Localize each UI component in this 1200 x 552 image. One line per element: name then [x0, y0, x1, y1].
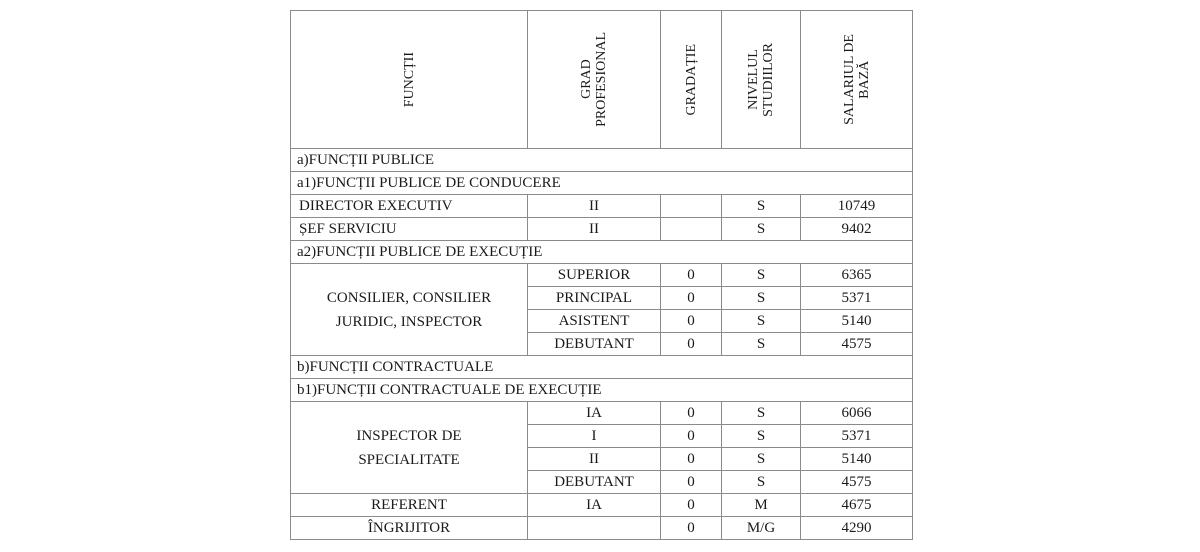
cell-salariu: 4290	[801, 517, 913, 540]
table-row	[291, 195, 913, 218]
section-row	[291, 241, 913, 264]
cell-gradatie: 0	[661, 448, 722, 471]
section-row	[291, 356, 913, 379]
header-row	[291, 11, 913, 149]
header-nivelul-studiilor: NIVELUL STUDIILOR	[722, 11, 801, 149]
header-salariul-de-baza: SALARIUL DE BAZĂ	[801, 11, 913, 149]
cell-gradatie: 0	[661, 494, 722, 517]
cell-grad: DEBUTANT	[528, 471, 661, 494]
cell-functie: ÎNGRIJITOR	[291, 517, 528, 540]
cell-salariu: 5140	[801, 448, 913, 471]
table-row	[291, 264, 913, 287]
cell-studii: S	[722, 218, 801, 241]
header-gradatie: GRADAȚIE	[661, 11, 722, 149]
cell-studii: S	[722, 448, 801, 471]
section-functii-contractuale-executie: b1)FUNCȚII CONTRACTUALE DE EXECUȚIE	[291, 379, 913, 402]
cell-gradatie	[661, 218, 722, 241]
cell-grad: ASISTENT	[528, 310, 661, 333]
header-grad-profesional: GRAD PROFESIONAL	[528, 11, 661, 149]
cell-gradatie: 0	[661, 402, 722, 425]
header-functii: FUNCȚII	[291, 11, 528, 149]
table-row	[291, 517, 913, 540]
cell-gradatie	[661, 195, 722, 218]
cell-salariu: 6066	[801, 402, 913, 425]
cell-gradatie: 0	[661, 333, 722, 356]
cell-studii: S	[722, 287, 801, 310]
cell-studii: S	[722, 264, 801, 287]
cell-grad: II	[528, 195, 661, 218]
cell-studii: S	[722, 402, 801, 425]
cell-salariu: 9402	[801, 218, 913, 241]
cell-studii: S	[722, 310, 801, 333]
section-row	[291, 149, 913, 172]
cell-salariu: 5140	[801, 310, 913, 333]
cell-salariu: 4575	[801, 471, 913, 494]
cell-salariu: 10749	[801, 195, 913, 218]
cell-grad: PRINCIPAL	[528, 287, 661, 310]
table-row	[291, 218, 913, 241]
cell-gradatie: 0	[661, 287, 722, 310]
cell-grad: IA	[528, 402, 661, 425]
cell-grad: SUPERIOR	[528, 264, 661, 287]
cell-gradatie: 0	[661, 517, 722, 540]
cell-studii: M/G	[722, 517, 801, 540]
cell-functie-group: CONSILIER, CONSILIER JURIDIC, INSPECTOR	[291, 264, 528, 356]
cell-salariu: 4675	[801, 494, 913, 517]
section-row	[291, 172, 913, 195]
section-functii-publice-conducere: a1)FUNCȚII PUBLICE DE CONDUCERE	[291, 172, 913, 195]
cell-salariu: 5371	[801, 287, 913, 310]
cell-studii: S	[722, 471, 801, 494]
cell-grad: IA	[528, 494, 661, 517]
cell-studii: S	[722, 333, 801, 356]
cell-gradatie: 0	[661, 264, 722, 287]
cell-grad	[528, 517, 661, 540]
table-row	[291, 402, 913, 425]
cell-functie: REFERENT	[291, 494, 528, 517]
cell-salariu: 6365	[801, 264, 913, 287]
section-row	[291, 379, 913, 402]
cell-grad: II	[528, 218, 661, 241]
section-functii-publice: a)FUNCȚII PUBLICE	[291, 149, 913, 172]
cell-studii: S	[722, 425, 801, 448]
cell-salariu: 4575	[801, 333, 913, 356]
cell-functie: DIRECTOR EXECUTIV	[291, 195, 528, 218]
cell-grad: II	[528, 448, 661, 471]
cell-gradatie: 0	[661, 471, 722, 494]
section-functii-publice-executie: a2)FUNCȚII PUBLICE DE EXECUȚIE	[291, 241, 913, 264]
cell-grad: I	[528, 425, 661, 448]
salary-table	[290, 10, 913, 540]
table-row	[291, 494, 913, 517]
cell-studii: M	[722, 494, 801, 517]
cell-gradatie: 0	[661, 310, 722, 333]
cell-functie-group: INSPECTOR DE SPECIALITATE	[291, 402, 528, 494]
cell-grad: DEBUTANT	[528, 333, 661, 356]
cell-gradatie: 0	[661, 425, 722, 448]
cell-salariu: 5371	[801, 425, 913, 448]
section-functii-contractuale: b)FUNCȚII CONTRACTUALE	[291, 356, 913, 379]
cell-functie: ȘEF SERVICIU	[291, 218, 528, 241]
cell-studii: S	[722, 195, 801, 218]
